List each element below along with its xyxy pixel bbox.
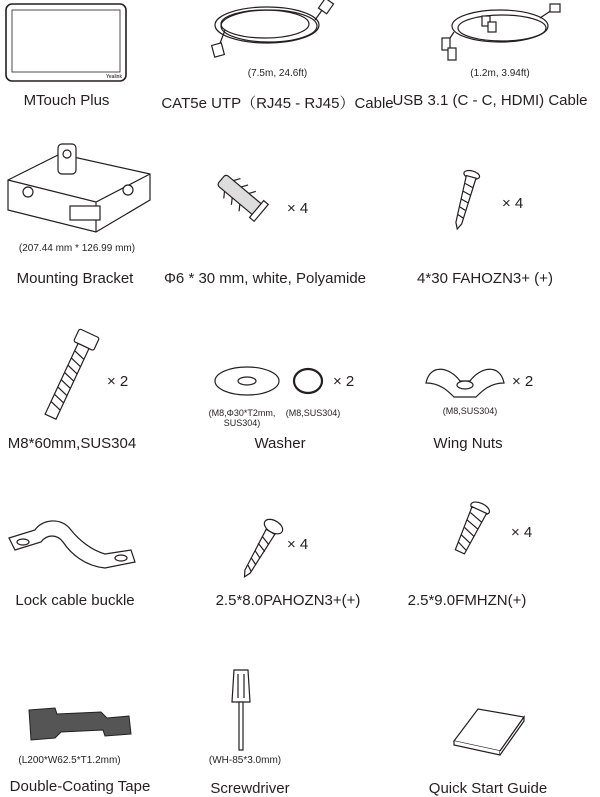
item-spec: (207.44 mm * 126.99 mm) xyxy=(18,243,136,254)
item-quick-start-guide xyxy=(400,660,600,797)
guide-booklet-icon xyxy=(450,705,530,760)
item-spec-flat-washer-material: SUS304) xyxy=(223,418,261,428)
item-title: 2.5*9.0FMHZN(+) xyxy=(407,592,527,609)
item-title: 4*30 FAHOZN3+ (+) xyxy=(417,270,553,287)
item-spec: (M8,SUS304) xyxy=(442,406,498,416)
item-title: M8*60mm,SUS304 xyxy=(7,435,137,452)
item-spec: (L200*W62.5*T1.2mm) xyxy=(18,755,121,766)
item-title: 2.5*8.0PAHOZN3+(+) xyxy=(215,592,361,609)
wood-screw-icon xyxy=(440,168,490,233)
screwdriver-icon xyxy=(222,668,262,758)
item-double-coating-tape xyxy=(0,660,200,797)
item-spec: (1.2m, 3.94ft) xyxy=(470,68,530,79)
quantity-label: × 4 xyxy=(287,536,309,553)
item-title: Quick Start Guide xyxy=(428,780,548,797)
quantity-label: × 2 xyxy=(333,373,355,390)
item-spec: (WH-85*3.0mm) xyxy=(208,755,282,766)
item-title: CAT5e UTP（RJ45 - RJ45）Cable xyxy=(161,95,394,112)
item-title: Washer xyxy=(254,435,306,452)
item-spec-flat-washer: (M8,Φ30*T2mm, xyxy=(208,408,276,418)
quantity-label: × 2 xyxy=(512,373,534,390)
item-bolt xyxy=(0,325,200,460)
usb-cable-icon xyxy=(440,0,570,65)
item-spec: (7.5m, 24.6ft) xyxy=(247,68,308,79)
flat-head-screw-icon xyxy=(440,500,500,560)
item-title: Mounting Bracket xyxy=(16,270,134,287)
item-title: Wing Nuts xyxy=(433,435,503,452)
quantity-label: × 4 xyxy=(511,524,533,541)
item-lock-cable-buckle xyxy=(0,500,200,620)
item-flat-screw xyxy=(400,500,600,620)
item-title: MTouch Plus xyxy=(23,92,110,109)
item-spec-spring-washer: (M8,SUS304) xyxy=(285,408,341,418)
spring-washer-icon xyxy=(290,363,330,403)
flat-washer-icon xyxy=(212,363,282,403)
wall-anchor-icon xyxy=(215,168,275,228)
ethernet-cable-icon xyxy=(205,0,335,65)
item-title: Lock cable buckle xyxy=(15,592,135,609)
item-screwdriver xyxy=(200,660,400,797)
quantity-label: × 4 xyxy=(502,195,524,212)
tape-icon xyxy=(25,698,135,748)
item-cat5e-cable xyxy=(155,0,400,115)
wing-nut-icon xyxy=(420,343,510,403)
item-wall-anchor xyxy=(160,140,370,290)
item-wood-screw xyxy=(400,140,600,290)
item-title: Double-Coating Tape xyxy=(9,778,151,795)
item-usb-cable xyxy=(392,0,600,115)
mounting-bracket-icon xyxy=(0,140,160,235)
cable-buckle-icon xyxy=(5,510,145,575)
yealink-logo: Yealink xyxy=(106,74,122,80)
quantity-label: × 2 xyxy=(107,373,129,390)
quantity-label: × 4 xyxy=(287,200,309,217)
item-title: USB 3.1 (C - C, HDMI) Cable xyxy=(392,92,588,109)
hex-bolt-icon xyxy=(25,325,115,425)
item-title: Φ6 * 30 mm, white, Polyamide xyxy=(163,270,367,287)
item-title: Screwdriver xyxy=(210,780,290,797)
item-wing-nuts xyxy=(400,325,600,460)
pan-head-screw-icon xyxy=(235,515,285,585)
